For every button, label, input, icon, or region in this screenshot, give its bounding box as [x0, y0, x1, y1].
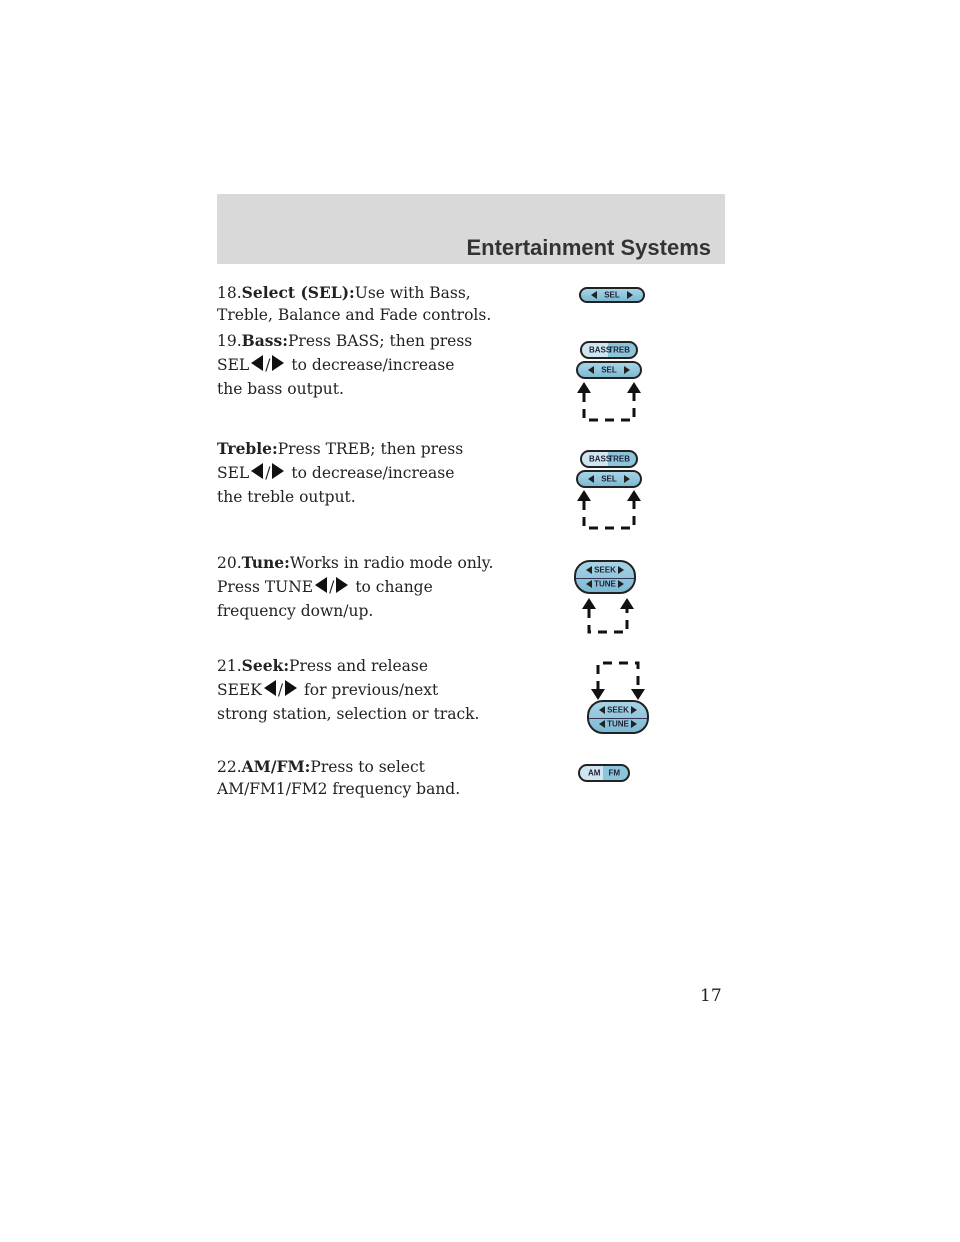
- item-text: Press and release: [289, 657, 429, 675]
- item-term: Tune:: [241, 553, 290, 572]
- slash: /: [329, 578, 335, 596]
- bass-label: BASS: [589, 345, 612, 355]
- item-number: 19.: [217, 332, 242, 350]
- item-bass: [217, 330, 507, 400]
- down-arrow-icon: [591, 689, 605, 700]
- item-text: for previous/next: [304, 681, 439, 699]
- item-text: Press to select AM/FM1/FM2 frequency band.: [217, 758, 461, 798]
- left-triangle-icon: [251, 463, 263, 479]
- item-text: to decrease/increase: [291, 356, 455, 374]
- right-triangle-icon: [272, 355, 284, 371]
- item-term: Select (SEL):: [241, 283, 355, 302]
- bass-treb-control: [580, 450, 638, 468]
- item-text: Works in radio mode only.: [289, 554, 494, 572]
- item-term: Bass:: [241, 331, 288, 350]
- item-tune: [217, 552, 507, 622]
- right-triangle-icon: [272, 463, 284, 479]
- item-number: 18.: [217, 284, 242, 302]
- left-triangle-icon: [251, 355, 263, 371]
- item-text: SEEK: [217, 681, 262, 699]
- sel-label: SEL: [601, 365, 617, 375]
- fm-label: FM: [608, 768, 620, 778]
- item-text: to change: [355, 578, 433, 596]
- item-text: strong station, selection or track.: [217, 705, 480, 723]
- item-text: the treble output.: [217, 488, 356, 506]
- right-triangle-icon: [627, 291, 633, 299]
- left-triangle-icon: [315, 577, 327, 593]
- seek-tune-control: [574, 560, 636, 594]
- seek-label: SEEK: [594, 565, 616, 575]
- treb-label: TREB: [608, 454, 630, 464]
- dual-press-diagram: [590, 660, 646, 700]
- right-triangle-icon: [285, 680, 297, 696]
- down-arrow-icon: [631, 689, 645, 700]
- right-triangle-icon: [631, 720, 637, 728]
- am-label: AM: [588, 768, 601, 778]
- tune-label: TUNE: [607, 719, 629, 729]
- bass-treb-control: [580, 341, 638, 359]
- up-arrow-icon: [627, 382, 641, 393]
- right-triangle-icon: [624, 475, 630, 483]
- item-treble: [217, 438, 507, 508]
- up-arrow-icon: [577, 382, 591, 393]
- up-arrow-icon: [582, 598, 596, 609]
- dual-press-diagram: [574, 382, 644, 424]
- dual-press-diagram: [578, 598, 634, 636]
- item-text: SEL: [217, 464, 250, 482]
- seek-label: SEEK: [607, 705, 629, 715]
- item-am-fm: [217, 756, 507, 800]
- dual-press-diagram: [574, 490, 644, 532]
- seek-tune-control: [587, 700, 649, 734]
- item-term: Treble:: [217, 439, 278, 458]
- page-header-title: Entertainment Systems: [466, 235, 711, 260]
- item-text: Press BASS; then press: [287, 332, 473, 350]
- item-seek: [217, 655, 507, 725]
- item-text: the bass output.: [217, 380, 344, 398]
- right-triangle-icon: [624, 366, 630, 374]
- slash: /: [265, 356, 271, 374]
- treb-label: TREB: [608, 345, 630, 355]
- item-text: Press TREB; then press: [277, 440, 464, 458]
- item-text: SEL: [217, 356, 250, 374]
- right-triangle-icon: [618, 580, 624, 588]
- sel-label: SEL: [601, 474, 617, 484]
- item-text: to decrease/increase: [291, 464, 455, 482]
- right-triangle-icon: [631, 706, 637, 714]
- bass-label: BASS: [589, 454, 612, 464]
- item-number: 21.: [217, 657, 242, 675]
- left-triangle-icon: [264, 680, 276, 696]
- item-number: 20.: [217, 554, 242, 572]
- slash: /: [277, 681, 284, 699]
- item-text: frequency down/up.: [217, 602, 374, 620]
- right-triangle-icon: [618, 566, 624, 574]
- slash: /: [265, 464, 271, 482]
- up-arrow-icon: [577, 490, 591, 501]
- item-number: 22.: [217, 758, 242, 776]
- right-triangle-icon: [336, 577, 348, 593]
- up-arrow-icon: [627, 490, 641, 501]
- tune-label: TUNE: [594, 579, 616, 589]
- item-term: Seek:: [241, 656, 290, 675]
- item-term: AM/FM:: [241, 757, 311, 776]
- up-arrow-icon: [620, 598, 634, 609]
- item-text: Press TUNE: [217, 578, 314, 596]
- sel-control: [576, 470, 642, 488]
- sel-label: SEL: [604, 290, 620, 300]
- item-select-sel: [217, 282, 507, 326]
- sel-control: [576, 361, 642, 379]
- am-fm-control: [578, 764, 630, 782]
- page-number: 17: [700, 986, 722, 1006]
- sel-control: [579, 287, 645, 303]
- header-band: [217, 194, 725, 264]
- item-text: Use with Bass, Treble, Balance and Fade controls.: [217, 284, 492, 324]
